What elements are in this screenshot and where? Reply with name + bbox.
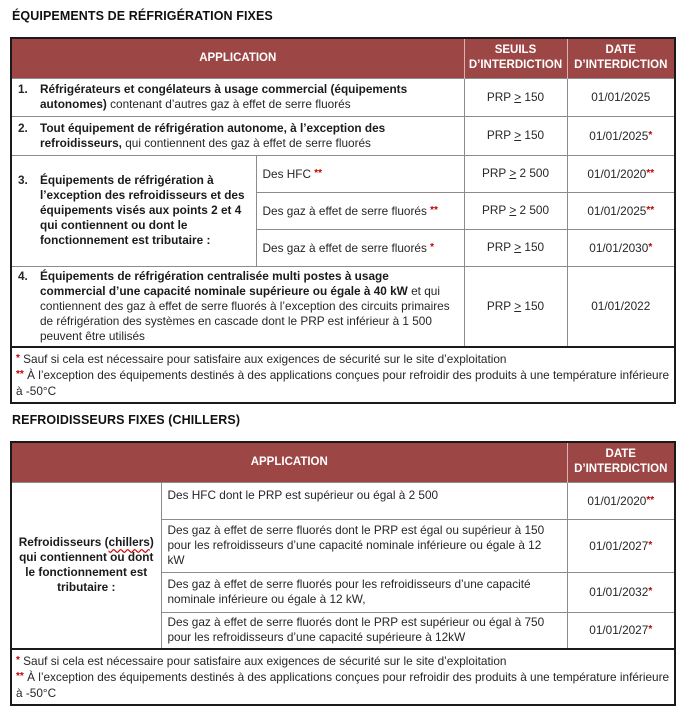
- header-ban-date: [567, 38, 675, 78]
- footnote-text: À l’exception des équipements destinés à des applications conçues pour refroidir des produits à une température inférieure à -50°C: [16, 670, 670, 700]
- application-cell: [11, 155, 256, 266]
- footnotes-row: [11, 649, 675, 705]
- application-text: qui contiennent des gaz à effet de serre fluorés: [121, 135, 371, 150]
- table-row: [11, 482, 675, 519]
- section-title-fixed-refrigeration: ÉQUIPEMENTS DE RÉFRIGÉRATION FIXES: [12, 9, 273, 23]
- threshold-value: 150: [521, 240, 545, 254]
- threshold-value: 150: [521, 298, 545, 313]
- threshold-value: 2 500: [516, 203, 550, 217]
- header-thresholds-line1: SEUILS: [494, 44, 537, 57]
- fixed-refrigeration-table: [10, 37, 676, 404]
- threshold-value: 150: [521, 89, 545, 104]
- footnotes-cell: [11, 347, 675, 403]
- threshold-cell: [464, 116, 567, 155]
- footnote-marker: *: [648, 539, 653, 551]
- application-bold-text: Équipements de réfrigération à l’exception des refroidisseurs et des équipements visés aux points 2 et 4 qui contiennent ou dont le fonctionnement est tributaire :: [40, 173, 245, 247]
- greater-equal-symbol: >: [514, 240, 522, 254]
- footnote-marker: *: [648, 241, 653, 253]
- threshold-value: 150: [521, 128, 545, 142]
- description-cell: Des HFC dont le PRP est supérieur ou égal à 2 500: [161, 482, 567, 519]
- gas-text: Des HFC: [262, 166, 315, 181]
- greater-equal-symbol: >: [514, 89, 522, 104]
- date-cell: [567, 519, 675, 572]
- greater-equal-symbol: >: [514, 298, 522, 313]
- ban-date: 01/01/2030: [589, 240, 649, 255]
- footnotes-row: [11, 347, 675, 403]
- footnote-marker: **: [16, 369, 24, 380]
- threshold-prefix: PRP: [481, 203, 510, 217]
- row-index: 3.: [18, 173, 28, 187]
- date-cell: [567, 482, 675, 519]
- header-date-line2: D’INTERDICTION: [574, 59, 668, 72]
- footnote-1: [16, 653, 670, 669]
- application-bold-text: Réfrigérateurs et congélateurs à usage commercial (équipements autonomes): [40, 82, 408, 111]
- threshold-cell: [464, 155, 567, 192]
- gas-cell: [256, 192, 464, 229]
- footnote-marker: *: [430, 241, 435, 253]
- date-cell: [567, 266, 675, 347]
- chillers-label-text: ) qui contiennent ou dont le fonctionnement est tributaire :: [19, 535, 154, 595]
- footnote-marker: **: [646, 494, 655, 506]
- header-thresholds-line2: D’INTERDICTION: [468, 59, 563, 72]
- date-cell: [567, 572, 675, 612]
- date-cell: [567, 229, 675, 266]
- header-application: APPLICATION: [11, 442, 567, 482]
- table-row: [11, 78, 675, 116]
- table-header-row: [11, 38, 675, 78]
- footnote-marker: **: [646, 204, 655, 216]
- description-cell: Des gaz à effet de serre fluorés dont le PRP est supérieur ou égal à 750 pour les refroidisseurs d’une capacité supérieure à 12kW: [161, 612, 567, 649]
- date-cell: [567, 192, 675, 229]
- gas-cell: [256, 155, 464, 192]
- threshold-prefix: PRP: [486, 128, 515, 142]
- ban-date: 01/01/2020: [587, 493, 647, 508]
- greater-equal-symbol: >: [509, 166, 517, 180]
- threshold-prefix: PRP: [481, 166, 510, 180]
- ban-date: 01/01/2032: [589, 585, 649, 599]
- threshold-value: 2 500: [516, 166, 550, 180]
- gas-text: Des gaz à effet de serre fluorés: [262, 203, 431, 218]
- header-application: APPLICATION: [11, 38, 464, 78]
- table-row: [11, 266, 675, 347]
- footnote-marker: *: [16, 353, 20, 364]
- footnote-marker: **: [16, 671, 24, 682]
- footnote-1: [16, 351, 670, 367]
- threshold-cell: [464, 192, 567, 229]
- header-date-line1: DATE: [605, 448, 636, 461]
- date-cell: [567, 78, 675, 116]
- chillers-label-spellcheck-word: chillers: [108, 535, 150, 550]
- ban-date: 01/01/2025: [589, 128, 649, 143]
- ban-date: 01/01/2025: [587, 203, 647, 218]
- footnote-marker: *: [16, 655, 20, 666]
- footnote-text: Sauf si cela est nécessaire pour satisfaire aux exigences de sécurité sur le site d’exploitation: [19, 654, 507, 668]
- application-text: contenant d’autres gaz à effet de serre fluorés: [106, 97, 351, 111]
- table-row: [11, 155, 675, 192]
- description-cell: Des gaz à effet de serre fluorés pour les refroidisseurs d’une capacité nominale inférieure ou égale à 12 kW,: [161, 572, 567, 612]
- chillers-label-text: Refroidisseurs (: [18, 535, 109, 550]
- threshold-prefix: PRP: [486, 240, 515, 254]
- gas-cell: [256, 229, 464, 266]
- ban-date: 01/01/2022: [591, 298, 651, 313]
- row-index: 2.: [18, 120, 28, 135]
- footnote-2: [16, 367, 670, 399]
- greater-equal-symbol: >: [514, 128, 522, 142]
- footnote-text: Sauf si cela est nécessaire pour satisfaire aux exigences de sécurité sur le site d’exploitation: [19, 352, 507, 366]
- ban-date: 01/01/2027: [589, 538, 649, 553]
- footnote-text: À l’exception des équipements destinés à des applications conçues pour refroidir des produits à une température inférieure à -50°C: [16, 368, 670, 398]
- application-cell: [11, 116, 464, 155]
- application-cell: [11, 78, 464, 116]
- footnote-marker: *: [648, 129, 653, 141]
- threshold-cell: [464, 78, 567, 116]
- greater-equal-symbol: >: [509, 203, 517, 217]
- header-date-line2: D’INTERDICTION: [574, 463, 668, 476]
- threshold-cell: [464, 266, 567, 347]
- footnote-marker: *: [648, 624, 653, 636]
- threshold-prefix: PRP: [486, 298, 515, 313]
- fixed-chillers-table: [10, 441, 676, 706]
- date-cell: [567, 155, 675, 192]
- row-index: 1.: [18, 82, 28, 96]
- threshold-prefix: PRP: [486, 89, 515, 104]
- footnotes-cell: [11, 649, 675, 705]
- footnote-marker: **: [314, 167, 323, 179]
- description-cell: Des gaz à effet de serre fluorés dont le PRP est égal ou supérieur à 150 pour les refroidisseurs d’une capacité nominale inférieure ou égale à 12 kW: [161, 519, 567, 572]
- header-thresholds: [464, 38, 567, 78]
- header-ban-date: [567, 442, 675, 482]
- application-text: et qui contiennent des gaz à effet de serre fluorés à l’exception des circuits primaires de réfrigération des systèmes en cascade dont le PRP est inférieur à 1 500 peuvent être utilisés: [40, 283, 450, 343]
- ban-date: 01/01/2027: [589, 623, 649, 638]
- footnote-marker: *: [648, 586, 653, 597]
- footnote-marker: **: [430, 204, 438, 216]
- chillers-label-cell: [11, 482, 161, 649]
- ban-date: 01/01/2025: [591, 89, 651, 104]
- application-bold-text: Tout équipement de réfrigération autonome, à l’exception des refroidisseurs,: [40, 120, 386, 150]
- date-cell: [567, 116, 675, 155]
- table-header-row: [11, 442, 675, 482]
- application-cell: [11, 266, 464, 347]
- application-bold-text: Équipements de réfrigération centralisée multi postes à usage commercial d’une capacité nominale supérieure ou égale à 40 kW: [40, 268, 408, 298]
- header-date-line1: DATE: [605, 44, 636, 57]
- row-index: 4.: [18, 268, 28, 283]
- ban-date: 01/01/2020: [587, 166, 647, 181]
- date-cell: [567, 612, 675, 649]
- table-row: [11, 116, 675, 155]
- gas-text: Des gaz à effet de serre fluorés: [262, 240, 431, 255]
- footnote-2: [16, 669, 670, 701]
- footnote-marker: **: [646, 167, 655, 179]
- threshold-cell: [464, 229, 567, 266]
- section-title-fixed-chillers: REFROIDISSEURS FIXES (CHILLERS): [12, 413, 241, 427]
